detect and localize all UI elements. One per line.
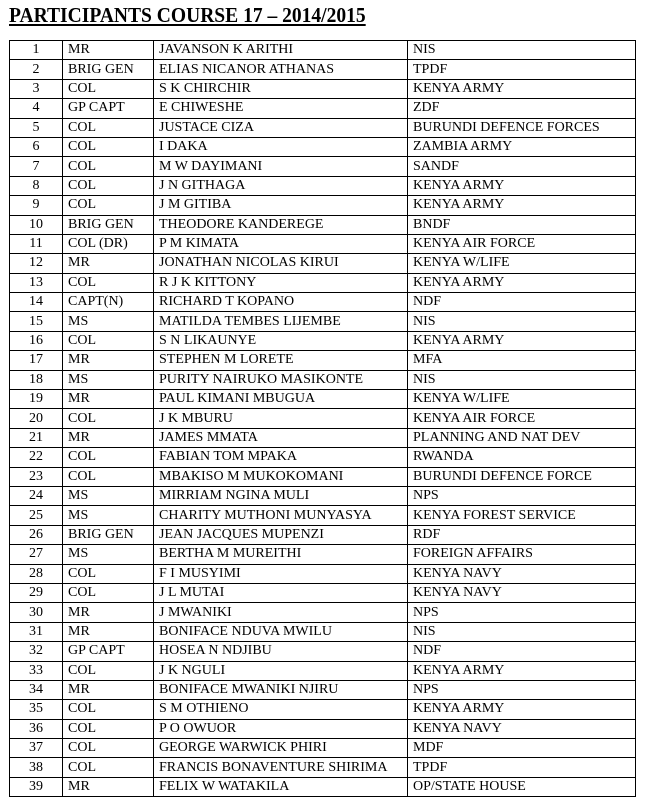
participant-number: 39 [10,777,63,796]
participant-number: 10 [10,215,63,234]
participant-number: 5 [10,118,63,137]
participant-number: 18 [10,370,63,389]
participant-name: ELIAS NICANOR ATHANAS [154,60,408,79]
participant-number: 30 [10,603,63,622]
table-row [10,448,636,467]
participant-rank: COL [63,719,154,738]
participant-organization: KENYA ARMY [408,331,636,350]
participant-organization: KENYA ARMY [408,273,636,292]
participant-rank: COL [63,661,154,680]
table-row [10,545,636,564]
participant-number: 24 [10,486,63,505]
participant-rank: COL [63,79,154,98]
participant-rank: MR [63,41,154,60]
participant-rank: COL [63,331,154,350]
participant-organization: MDF [408,739,636,758]
participant-number: 25 [10,506,63,525]
participant-name: FABIAN TOM MPAKA [154,448,408,467]
participant-organization: KENYA AIR FORCE [408,234,636,253]
table-row [10,157,636,176]
participant-number: 6 [10,137,63,156]
participant-name: M W DAYIMANI [154,157,408,176]
participant-organization: NDF [408,293,636,312]
participant-rank: MR [63,351,154,370]
participant-organization: KENYA AIR FORCE [408,409,636,428]
participant-organization: SANDF [408,157,636,176]
table-row [10,137,636,156]
document-title: PARTICIPANTS COURSE 17 – 2014/2015 [9,3,366,27]
participant-number: 33 [10,661,63,680]
participant-organization: KENYA ARMY [408,700,636,719]
participant-name: R J K KITTONY [154,273,408,292]
table-row [10,719,636,738]
participant-name: JAMES MMATA [154,428,408,447]
participant-rank: BRIG GEN [63,525,154,544]
participant-name: STEPHEN M LORETE [154,351,408,370]
participant-number: 31 [10,622,63,641]
participant-name: J MWANIKI [154,603,408,622]
participant-number: 38 [10,758,63,777]
participant-rank: CAPT(N) [63,293,154,312]
participant-rank: MS [63,506,154,525]
table-row [10,603,636,622]
participant-name: P O OWUOR [154,719,408,738]
participant-organization: KENYA FOREST SERVICE [408,506,636,525]
participant-number: 8 [10,176,63,195]
participant-name: PURITY NAIRUKO MASIKONTE [154,370,408,389]
participant-rank: GP CAPT [63,99,154,118]
participant-name: J K MBURU [154,409,408,428]
participant-number: 13 [10,273,63,292]
participant-rank: MR [63,603,154,622]
participant-name: J K NGULI [154,661,408,680]
participant-number: 36 [10,719,63,738]
table-row [10,564,636,583]
participant-number: 29 [10,583,63,602]
participant-organization: NDF [408,642,636,661]
participant-rank: MR [63,428,154,447]
participant-rank: COL [63,409,154,428]
table-row [10,41,636,60]
participant-number: 16 [10,331,63,350]
table-row [10,739,636,758]
participant-number: 17 [10,351,63,370]
participant-number: 35 [10,700,63,719]
table-row [10,351,636,370]
participant-rank: MR [63,622,154,641]
participant-organization: KENYA ARMY [408,176,636,195]
participant-rank: MS [63,312,154,331]
participant-number: 1 [10,41,63,60]
participant-organization: KENYA W/LIFE [408,390,636,409]
participant-number: 11 [10,234,63,253]
participant-rank: MR [63,777,154,796]
participant-number: 3 [10,79,63,98]
table-row [10,680,636,699]
participant-organization: KENYA ARMY [408,79,636,98]
participant-rank: COL [63,583,154,602]
table-row [10,661,636,680]
participant-number: 27 [10,545,63,564]
table-row [10,525,636,544]
table-row [10,409,636,428]
table-row [10,60,636,79]
table-row [10,622,636,641]
table-row [10,254,636,273]
participant-name: BONIFACE MWANIKI NJIRU [154,680,408,699]
participant-number: 22 [10,448,63,467]
participant-name: GEORGE WARWICK PHIRI [154,739,408,758]
participant-rank: COL [63,137,154,156]
participant-number: 21 [10,428,63,447]
participant-organization: BURUNDI DEFENCE FORCES [408,118,636,137]
participant-name: JEAN JACQUES MUPENZI [154,525,408,544]
table-row [10,293,636,312]
participant-organization: NIS [408,41,636,60]
participant-name: JAVANSON K ARITHI [154,41,408,60]
participant-organization: KENYA W/LIFE [408,254,636,273]
participant-name: JONATHAN NICOLAS KIRUI [154,254,408,273]
participant-number: 26 [10,525,63,544]
participant-organization: KENYA ARMY [408,661,636,680]
participant-organization: FOREIGN AFFAIRS [408,545,636,564]
participant-name: BONIFACE NDUVA MWILU [154,622,408,641]
participant-rank: GP CAPT [63,642,154,661]
participant-name: HOSEA N NDJIBU [154,642,408,661]
participant-rank: COL [63,196,154,215]
participant-organization: OP/STATE HOUSE [408,777,636,796]
participant-organization: TPDF [408,60,636,79]
participant-organization: MFA [408,351,636,370]
participants-table-body [10,41,636,797]
participant-organization: TPDF [408,758,636,777]
participant-rank: COL [63,700,154,719]
participant-rank: COL [63,118,154,137]
participant-number: 2 [10,60,63,79]
participant-rank: COL [63,273,154,292]
participants-table [9,40,636,797]
table-row [10,506,636,525]
participant-number: 32 [10,642,63,661]
table-row [10,700,636,719]
participant-number: 34 [10,680,63,699]
participant-name: E CHIWESHE [154,99,408,118]
participant-name: P M KIMATA [154,234,408,253]
table-row [10,118,636,137]
participant-rank: COL [63,448,154,467]
table-row [10,758,636,777]
participant-rank: MS [63,370,154,389]
table-row [10,331,636,350]
table-row [10,642,636,661]
participant-number: 7 [10,157,63,176]
table-row [10,215,636,234]
participant-rank: BRIG GEN [63,60,154,79]
participant-organization: NIS [408,370,636,389]
participant-name: F I MUSYIMI [154,564,408,583]
table-row [10,390,636,409]
table-row [10,467,636,486]
table-row [10,486,636,505]
participant-number: 19 [10,390,63,409]
participant-name: MBAKISO M MUKOKOMANI [154,467,408,486]
table-row [10,196,636,215]
participant-name: CHARITY MUTHONI MUNYASYA [154,506,408,525]
participant-number: 12 [10,254,63,273]
participant-name: J L MUTAI [154,583,408,602]
participant-name: MATILDA TEMBES LIJEMBE [154,312,408,331]
participant-name: S M OTHIENO [154,700,408,719]
participant-name: RICHARD T KOPANO [154,293,408,312]
participant-name: FRANCIS BONAVENTURE SHIRIMA [154,758,408,777]
table-row [10,234,636,253]
participant-organization: NPS [408,680,636,699]
participant-rank: COL [63,467,154,486]
participant-name: I DAKA [154,137,408,156]
table-row [10,583,636,602]
participant-rank: COL [63,564,154,583]
table-row [10,176,636,195]
participant-organization: BURUNDI DEFENCE FORCE [408,467,636,486]
participant-name: THEODORE KANDEREGE [154,215,408,234]
participant-rank: MR [63,254,154,273]
participant-rank: MR [63,680,154,699]
participant-name: MIRRIAM NGINA MULI [154,486,408,505]
participant-organization: KENYA ARMY [408,196,636,215]
participant-organization: NIS [408,622,636,641]
participant-number: 20 [10,409,63,428]
participant-number: 28 [10,564,63,583]
participant-organization: KENYA NAVY [408,583,636,602]
participant-rank: MR [63,390,154,409]
participant-rank: COL [63,758,154,777]
participant-organization: PLANNING AND NAT DEV [408,428,636,447]
participant-organization: RWANDA [408,448,636,467]
participant-organization: ZAMBIA ARMY [408,137,636,156]
table-row [10,79,636,98]
table-row [10,370,636,389]
participant-name: J M GITIBA [154,196,408,215]
participant-name: JUSTACE CIZA [154,118,408,137]
participant-organization: NPS [408,603,636,622]
participant-rank: MS [63,486,154,505]
participant-number: 9 [10,196,63,215]
participant-name: J N GITHAGA [154,176,408,195]
participant-organization: NPS [408,486,636,505]
participant-organization: NIS [408,312,636,331]
table-row [10,777,636,796]
participant-rank: COL (DR) [63,234,154,253]
participant-rank: BRIG GEN [63,215,154,234]
participant-name: S K CHIRCHIR [154,79,408,98]
table-row [10,99,636,118]
participant-organization: KENYA NAVY [408,564,636,583]
participant-name: PAUL KIMANI MBUGUA [154,390,408,409]
participant-organization: KENYA NAVY [408,719,636,738]
participant-number: 23 [10,467,63,486]
table-row [10,428,636,447]
table-row [10,312,636,331]
participant-organization: ZDF [408,99,636,118]
participant-number: 4 [10,99,63,118]
table-row [10,273,636,292]
participant-organization: BNDF [408,215,636,234]
participant-number: 14 [10,293,63,312]
participant-name: S N LIKAUNYE [154,331,408,350]
participant-number: 37 [10,739,63,758]
participant-organization: RDF [408,525,636,544]
participant-rank: COL [63,176,154,195]
participant-name: FELIX W WATAKILA [154,777,408,796]
participant-name: BERTHA M MUREITHI [154,545,408,564]
participant-number: 15 [10,312,63,331]
participant-rank: MS [63,545,154,564]
participant-rank: COL [63,739,154,758]
participant-rank: COL [63,157,154,176]
